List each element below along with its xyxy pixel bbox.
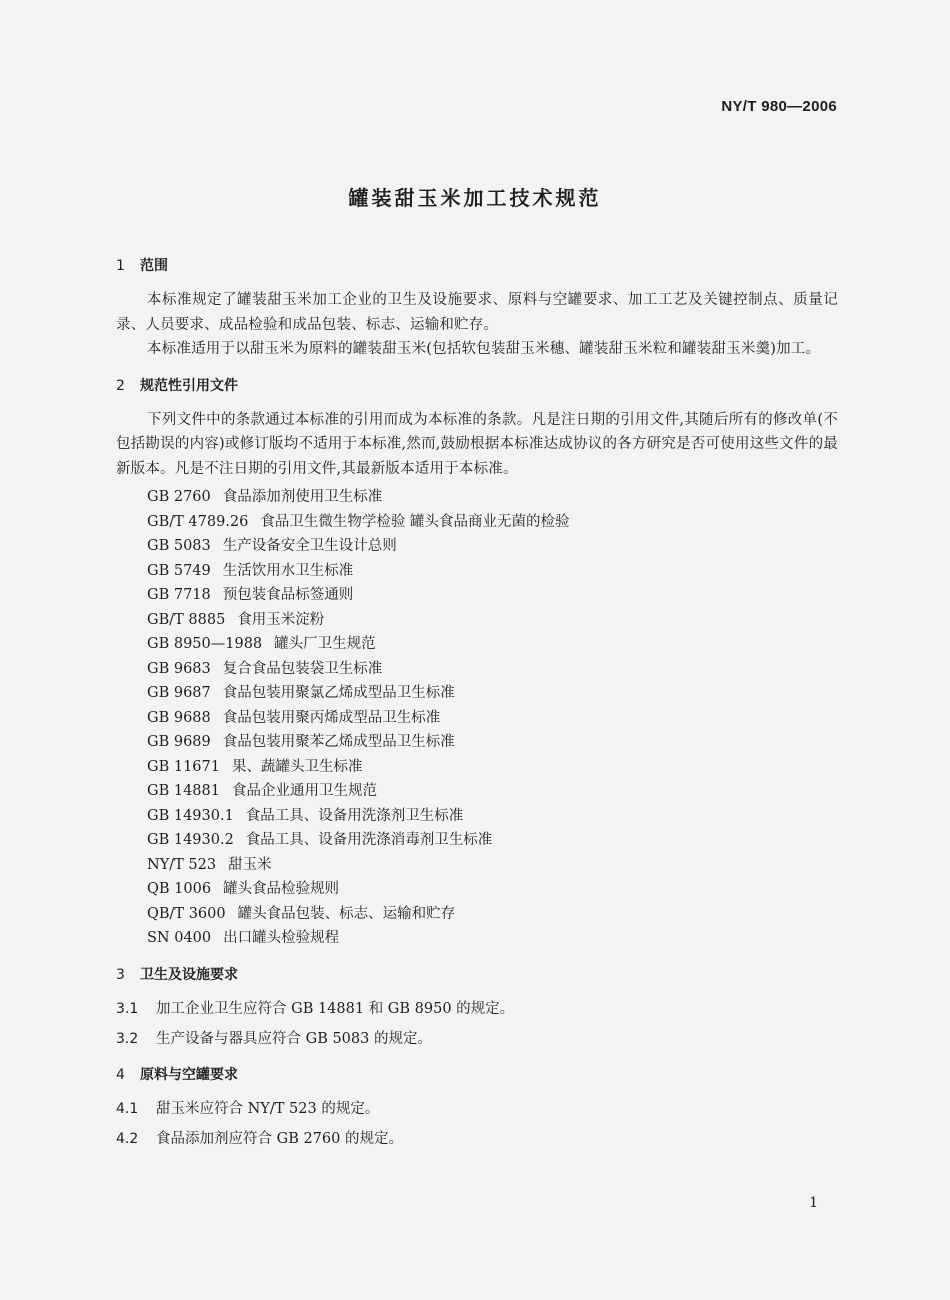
section-heading-hygiene — [116, 965, 838, 985]
clause-text: 加工企业卫生应符合 GB 14881 和 GB 8950 的规定。 — [156, 1000, 515, 1017]
reference-title: 食品包装用聚氯乙烯成型品卫生标准 — [222, 685, 455, 701]
section-heading-scope — [116, 256, 838, 276]
reference-code: GB 2760 — [147, 489, 211, 505]
reference-item — [147, 608, 838, 633]
reference-title: 食品包装用聚丙烯成型品卫生标准 — [222, 709, 441, 726]
reference-item — [147, 681, 838, 706]
section-title: 卫生及设施要求 — [140, 966, 238, 983]
reference-code: GB 11671 — [147, 758, 220, 775]
reference-item — [147, 657, 838, 682]
reference-title: 甜玉米 — [228, 856, 272, 873]
reference-item — [147, 902, 838, 927]
clause-number: 3.1 — [116, 1000, 139, 1017]
reference-title: 食品工具、设备用洗涤剂卫生标准 — [245, 807, 464, 824]
reference-item — [147, 804, 838, 829]
reference-title: 生产设备安全卫生设计总则 — [222, 538, 397, 554]
clause-text: 甜玉米应符合 NY/T 523 的规定。 — [156, 1100, 380, 1117]
reference-code: GB/T 4789.26 — [147, 513, 249, 530]
reference-code: GB 9687 — [147, 685, 211, 701]
reference-title: 生活饮用水卫生标准 — [222, 562, 354, 579]
reference-item — [147, 926, 838, 951]
clause-number: 3.2 — [116, 1030, 139, 1047]
reference-item — [147, 779, 838, 804]
section-title: 规范性引用文件 — [140, 377, 238, 394]
clause-item — [116, 1127, 838, 1151]
reference-title: 食品添加剂使用卫生标准 — [222, 489, 383, 505]
reference-title: 罐头食品检验规则 — [223, 881, 340, 897]
reference-title: 预包装食品标签通则 — [222, 587, 354, 603]
clause-item — [116, 1027, 838, 1051]
reference-title: 复合食品包装袋卫生标准 — [222, 660, 383, 677]
section-number: 2 — [116, 377, 125, 394]
document-body — [116, 256, 838, 1157]
clause-item — [116, 1097, 838, 1121]
reference-item — [147, 510, 838, 535]
reference-code: GB 7718 — [147, 587, 211, 603]
reference-item — [147, 877, 838, 902]
clause-number: 4.1 — [116, 1100, 139, 1117]
reference-code: GB 5083 — [147, 538, 211, 554]
reference-code: GB 14930.2 — [147, 832, 234, 848]
reference-item — [147, 632, 838, 657]
reference-item — [147, 730, 838, 755]
reference-code: GB 8950—1988 — [147, 636, 263, 652]
section-heading-normative — [116, 376, 838, 396]
reference-code: GB 5749 — [147, 562, 211, 579]
reference-code: GB/T 8885 — [147, 611, 226, 628]
clause-text: 食品添加剂应符合 GB 2760 的规定。 — [156, 1130, 403, 1147]
reference-title: 出口罐头检验规程 — [223, 930, 340, 946]
reference-list — [116, 485, 838, 951]
reference-code: GB 14881 — [147, 783, 220, 799]
reference-title: 食品工具、设备用洗涤消毒剂卫生标准 — [245, 832, 493, 848]
section-title: 范围 — [140, 258, 168, 274]
reference-title: 食品卫生微生物学检验 罐头食品商业无菌的检验 — [260, 513, 570, 530]
section-number: 1 — [116, 258, 125, 274]
reference-item — [147, 755, 838, 780]
section-number: 4 — [116, 1066, 125, 1083]
reference-code: QB 1006 — [147, 881, 212, 897]
clause-number: 4.2 — [116, 1130, 139, 1147]
reference-title: 食品企业通用卫生规范 — [231, 783, 377, 799]
reference-title: 食用玉米淀粉 — [237, 611, 325, 628]
reference-code: GB 9688 — [147, 709, 211, 726]
reference-code: SN 0400 — [147, 930, 212, 946]
reference-item — [147, 828, 838, 853]
scope-paragraph-2: 本标准适用于以甜玉米为原料的罐装甜玉米(包括软包装甜玉米穗、罐装甜玉米粒和罐装甜玉米羹)加工。 — [147, 341, 821, 357]
scope-paragraph-1: 本标准规定了罐装甜玉米加工企业的卫生及设施要求、原料与空罐要求、加工工艺及关键控制点、质量记录、人员要求、成品检验和成品包装、标志、运输和贮存。 — [116, 292, 838, 333]
reference-code: GB 9683 — [147, 660, 211, 677]
reference-item — [147, 485, 838, 510]
reference-code: GB 14930.1 — [147, 807, 234, 824]
reference-code: GB 9689 — [147, 734, 211, 750]
clause-text: 生产设备与器具应符合 GB 5083 的规定。 — [156, 1030, 432, 1047]
normative-intro: 下列文件中的条款通过本标准的引用而成为本标准的条款。凡是注日期的引用文件,其随后所有的修改单(不包括勘误的内容)或修订版均不适用于本标准,然而,鼓励根据本标准达成协议的各方研究是否可使用这些文件的最新版本。凡是不注日期的引用文件,其最新版本适用于本标准。 — [116, 411, 838, 477]
reference-title: 罐头食品包装、标志、运输和贮存 — [237, 905, 456, 922]
document-title: 罐装甜玉米加工技术规范 — [348, 186, 602, 210]
clause-item — [116, 997, 838, 1021]
reference-title: 罐头厂卫生规范 — [274, 636, 376, 652]
reference-code: QB/T 3600 — [147, 905, 226, 922]
reference-title: 食品包装用聚苯乙烯成型品卫生标准 — [222, 734, 455, 750]
standard-code: NY/T 980—2006 — [721, 98, 837, 115]
section-heading-materials — [116, 1065, 838, 1085]
reference-code: NY/T 523 — [147, 856, 217, 873]
reference-item — [147, 706, 838, 731]
page-number: 1 — [809, 1195, 818, 1211]
reference-title: 果、蔬罐头卫生标准 — [231, 758, 363, 775]
section-title: 原料与空罐要求 — [140, 1066, 238, 1083]
reference-item — [147, 559, 838, 584]
reference-item — [147, 583, 838, 608]
section-number: 3 — [116, 966, 125, 983]
reference-item — [147, 534, 838, 559]
reference-item — [147, 853, 838, 878]
